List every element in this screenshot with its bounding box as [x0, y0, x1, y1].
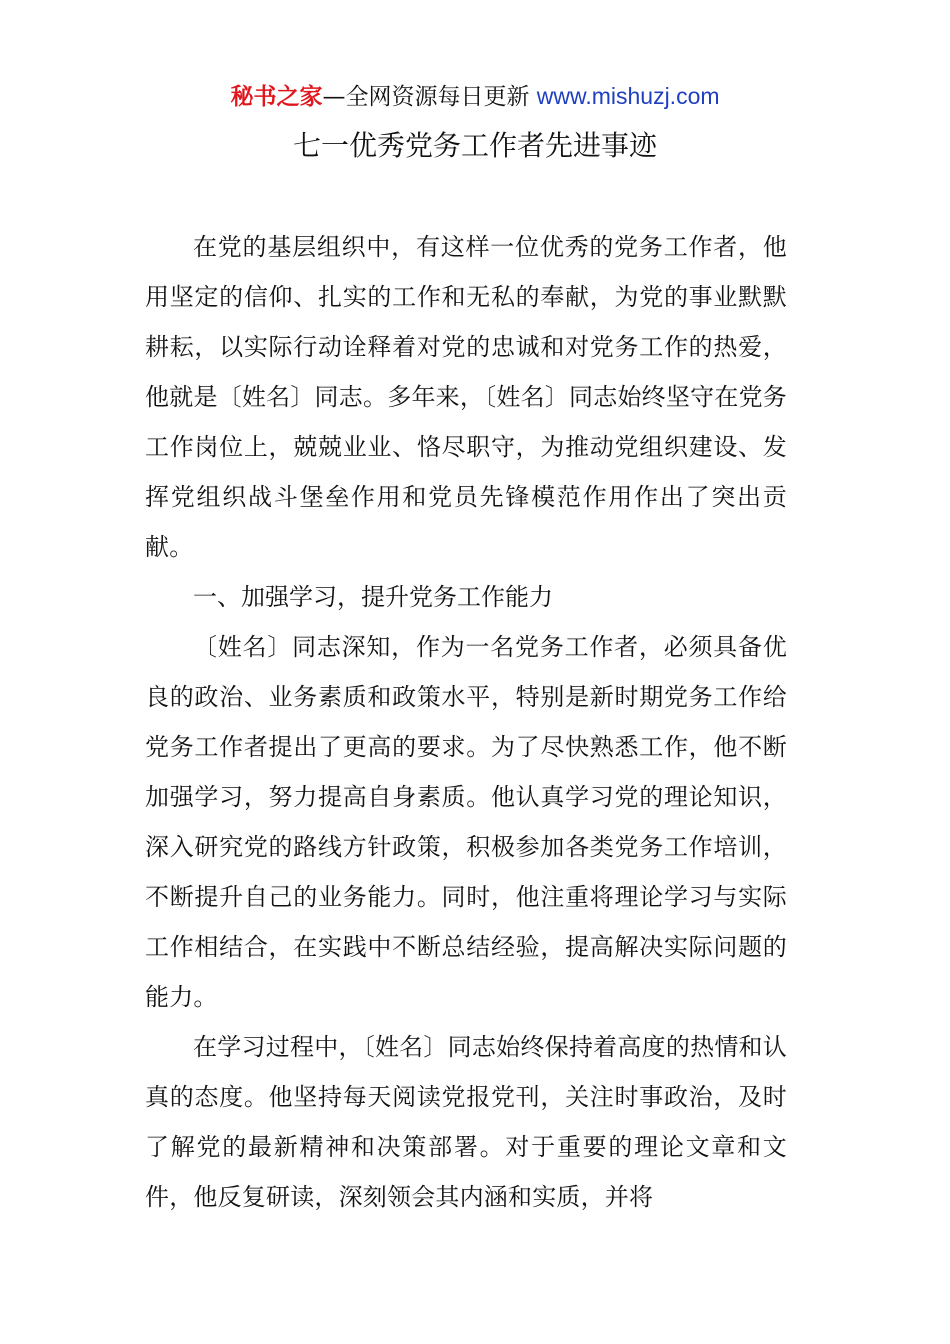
- document-title: 七一优秀党务工作者先进事迹: [292, 129, 657, 162]
- site-url-link[interactable]: www.mishuzj.com: [536, 83, 720, 109]
- document-body: [145, 222, 787, 1222]
- section-heading-1: 一、加强学习，提升党务工作能力: [193, 583, 553, 611]
- brand-name: 秘书之家: [230, 84, 323, 110]
- site-header: [0, 80, 950, 113]
- paragraph-intro: 在党的基层组织中，有这样一位优秀的党务工作者，他用坚定的信仰、扎实的工作和无私的奉献，为党的事业默默耕耘，以实际行动诠释着对党的忠诚和对党务工作的热爱，他就是〔姓名〕同志。多年来，〔姓名〕同志始终坚守在党务工作岗位上，兢兢业业、恪尽职守，为推动党组织建设、发挥党组织战斗堡垒作用和党员先锋模范作用作出了突出贡献。: [145, 233, 787, 561]
- header-tagline: —全网资源每日更新: [322, 84, 537, 110]
- paragraph-study: 〔姓名〕同志深知，作为一名党务工作者，必须具备优良的政治、业务素质和政策水平，特别是新时期党务工作给党务工作者提出了更高的要求。为了尽快熟悉工作，他不断加强学习，努力提高自身素质。他认真学习党的理论知识，深入研究党的路线方针政策，积极参加各类党务工作培训，不断提升自己的业务能力。同时，他注重将理论学习与实际工作相结合，在实践中不断总结经验，提高解决实际问题的能力。: [145, 633, 787, 1011]
- paragraph-study-attitude: 在学习过程中，〔姓名〕同志始终保持着高度的热情和认真的态度。他坚持每天阅读党报党刊，关注时事政治，及时了解党的最新精神和决策部署。对于重要的理论文章和文件，他反复研读，深刻领会其内涵和实质，并将: [145, 1033, 787, 1211]
